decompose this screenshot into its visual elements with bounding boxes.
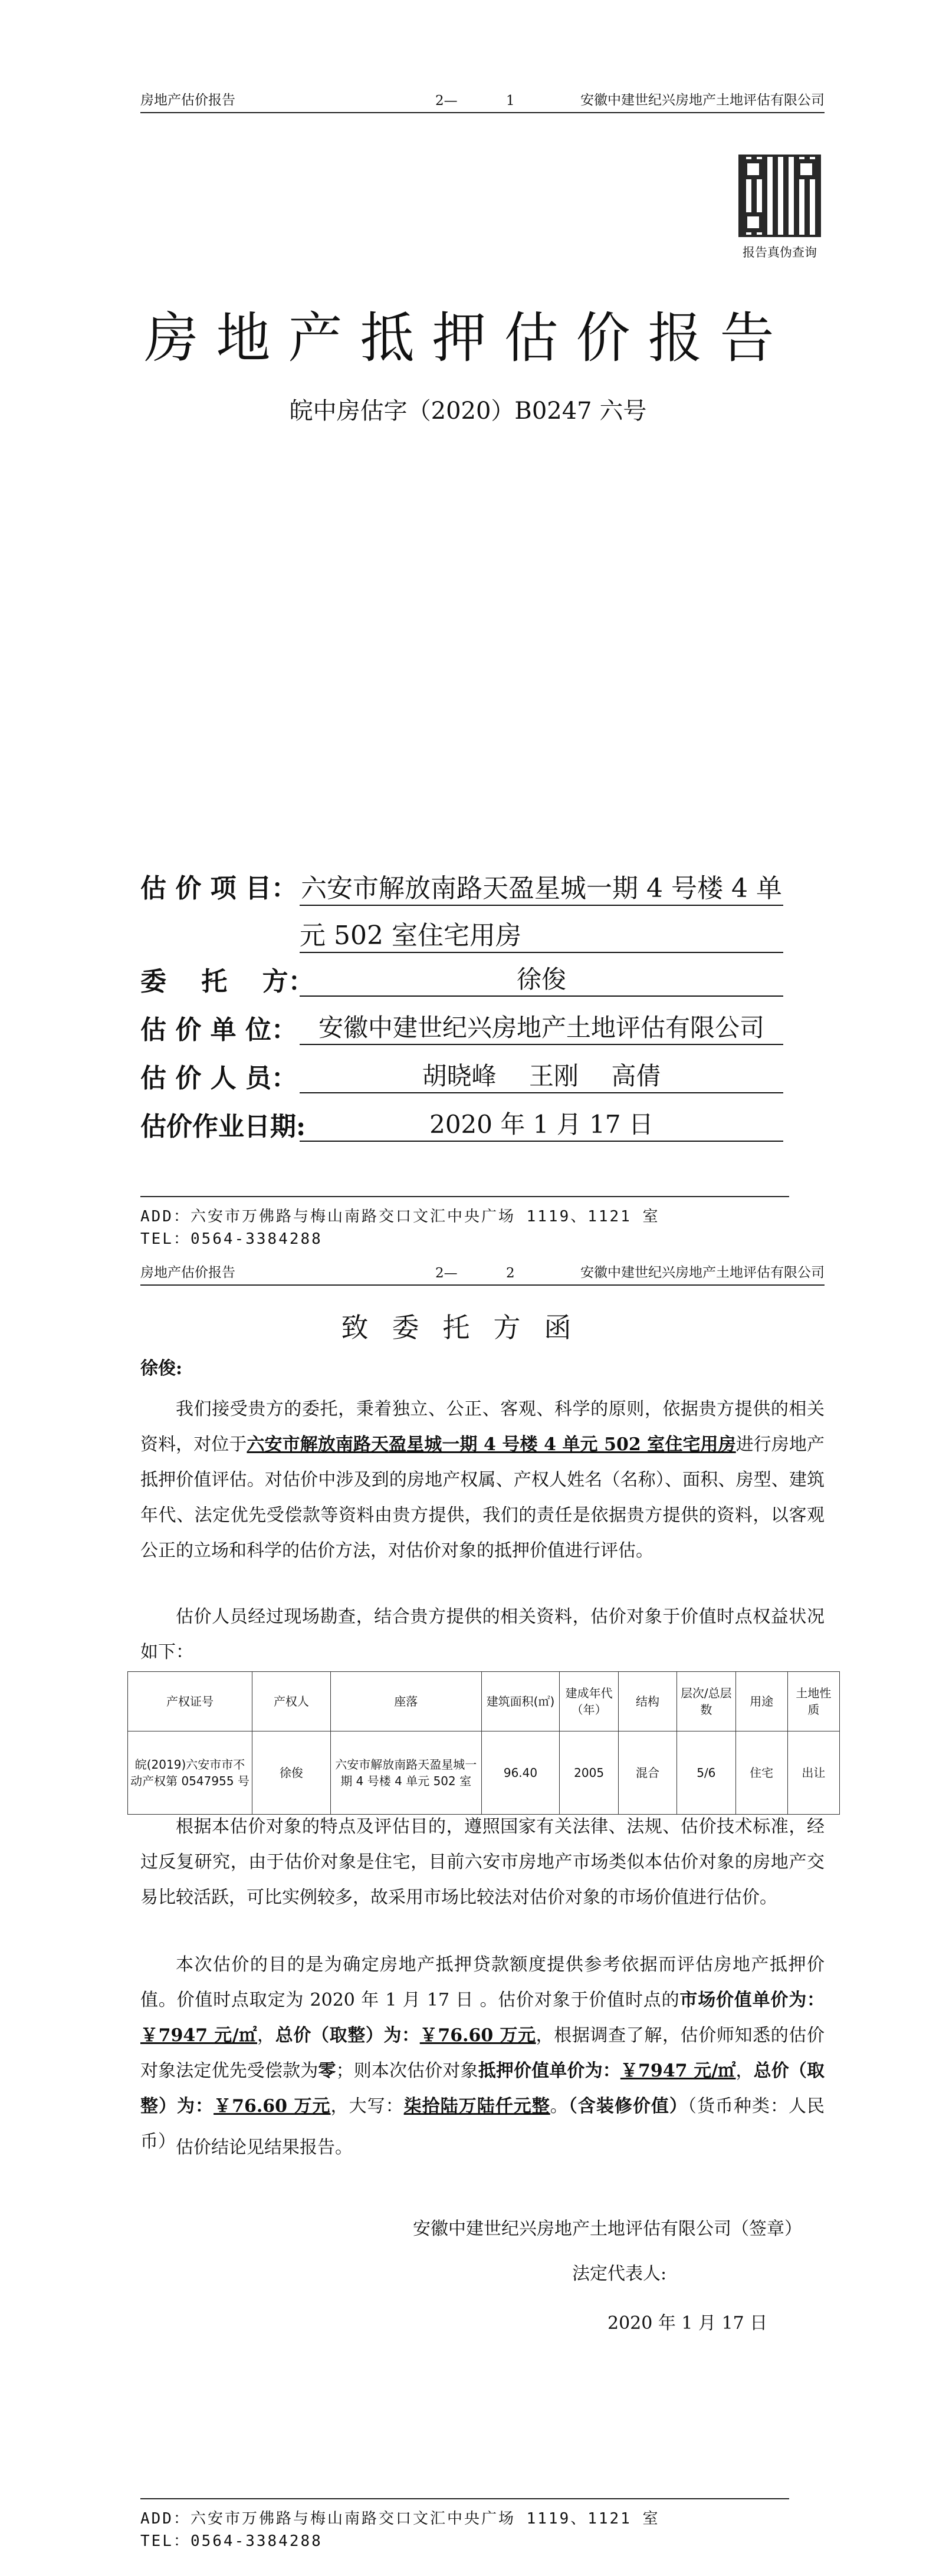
info-project-value-line1: 六安市解放南路天盈星城一期 4 号楼 4 单 <box>300 867 783 906</box>
signature-date: 2020 年 1 月 17 日 <box>607 2313 768 2334</box>
paragraph-intro <box>140 1392 825 1569</box>
cell-use: 住宅 <box>735 1731 787 1815</box>
mortgage-unit-price-label: 抵押价值单价为： <box>478 2061 620 2081</box>
info-work-date <box>140 1105 306 1143</box>
footer-address: ADD：六安市万佛路与梅山南路交口文汇中央广场 1119、1121 室 <box>140 1208 660 1225</box>
page-header <box>140 88 825 113</box>
intro-text-a: 我们接受贵方的委托，秉着独立、公正、客观、科学的原则，依据贵方提供的相关资料，对位于 <box>140 1399 825 1455</box>
property-address: 六安市解放南路天盈星城一期 4 号楼 4 单元 502 室住宅用房 <box>247 1434 736 1455</box>
valuation-sep-1: ， <box>257 2025 275 2046</box>
letter-title: 致委托方函 <box>341 1312 595 1343</box>
info-appraisers <box>140 1057 300 1095</box>
col-location: 座落 <box>330 1672 481 1731</box>
qr-code-icon[interactable] <box>738 155 821 237</box>
salutation: 徐俊: <box>140 1358 183 1379</box>
cell-year: 2005 <box>560 1731 618 1815</box>
market-unit-price: ￥7947 元/㎡ <box>140 2025 258 2046</box>
amount-in-words: 柒拾陆万陆仟元整 <box>403 2096 550 2117</box>
info-project-label: 估 价 项 目： <box>140 873 297 903</box>
header-page-number: 1 <box>506 93 515 109</box>
currency-note: （货币种类：人民币） <box>140 2096 825 2152</box>
cell-cert-no: 皖(2019)六安市市不动产权第 0547955 号 <box>128 1731 252 1815</box>
footer-tel: TEL：0564-3384288 <box>140 2532 323 2550</box>
intro-text-c: 进行房地产抵押价值评估。对估价中涉及到的房地产权属、产权人姓名（名称）、面积、房型、建筑年代、法定优先受偿款等资料由贵方提供，我们的责任是依据贵方提供的资料，以客观公正的立场和科学的估价方法，对估价对象的抵押价值进行评估。 <box>140 1434 825 1561</box>
col-structure: 结构 <box>618 1672 676 1731</box>
col-use: 用途 <box>735 1672 787 1731</box>
info-work-date-value: 2020 年 1 月 17 日 <box>300 1105 783 1142</box>
valuation-text-o: ，大写： <box>330 2096 404 2117</box>
header-page-number: 2 <box>506 1266 515 1281</box>
market-total-label: 总价（取整）为： <box>275 2025 420 2046</box>
mortgage-total-label: 总价（取整）为： <box>140 2061 825 2117</box>
report-cover-page <box>0 0 936 1274</box>
info-appraiser-unit-value: 安徽中建世纪兴房地产土地评估有限公司 <box>300 1008 783 1045</box>
info-project <box>140 867 300 905</box>
signature-company: 安徽中建世纪兴房地产土地评估有限公司（签章） <box>413 2219 802 2239</box>
cell-area: 96.40 <box>481 1731 560 1815</box>
market-unit-price-label: 市场价值单价为： <box>679 1990 825 2010</box>
document-number: 皖中房估字（2020）B0247 六号 <box>289 397 647 425</box>
col-cert-no: 产权证号 <box>128 1672 252 1731</box>
header-title: 房地产估价报告 <box>140 1265 235 1280</box>
info-project-value-line2: 元 502 室住宅用房 <box>300 914 783 953</box>
signature-legal-rep: 法定代表人: <box>572 2263 667 2284</box>
valuation-text-q: 。 <box>550 2096 569 2117</box>
col-floor: 层次/总层数 <box>677 1672 735 1731</box>
info-appraiser-unit-label: 估 价 单 位： <box>140 1015 297 1045</box>
cell-floor: 5/6 <box>677 1731 735 1815</box>
col-year: 建成年代（年） <box>560 1672 618 1731</box>
info-client-value: 徐俊 <box>300 960 783 997</box>
header-section: 2— <box>435 93 458 109</box>
footer-address: ADD：六安市万佛路与梅山南路交口文汇中央广场 1119、1121 室 <box>140 2510 660 2528</box>
header-section: 2— <box>435 1266 458 1281</box>
header-company: 安徽中建世纪兴房地产土地评估有限公司 <box>580 93 825 108</box>
footer-divider <box>140 1196 789 1197</box>
report-title: 房地产抵押估价报告 <box>144 307 792 370</box>
paragraph-method: 根据本估价对象的特点及评估目的，遵照国家有关法律、法规、估价技术标准，经过反复研究，由于估价对象是住宅，目前六安市房地产市场类似本估价对象的房地产交易比较活跃，可比实例较多，故采用市场比较法对估价对象的市场价值进行估价。 <box>140 1816 825 1908</box>
decoration-note: （含装修价值） <box>568 2096 688 2117</box>
qr-caption: 报告真伪查询 <box>743 245 817 259</box>
cell-structure: 混合 <box>618 1731 676 1815</box>
valuation-text-a: 本次估价的目的是为确定房地产抵押贷款额度提供参考依据而评估房地产抵押价值。价值时点取定为 2020 年 1 月 17 日 。估价对象于价值时点的 <box>140 1954 825 2010</box>
header-title: 房地产估价报告 <box>140 93 235 108</box>
priority-claims: 零 <box>318 2061 336 2081</box>
info-appraisers-value: 胡晓峰 王刚 高倩 <box>300 1057 783 1093</box>
mortgage-unit-price: ￥7947 元/㎡ <box>620 2061 736 2081</box>
property-table <box>127 1671 840 1815</box>
col-land-type: 土地性质 <box>787 1672 839 1731</box>
table-row <box>128 1731 840 1815</box>
info-client <box>140 960 314 998</box>
mortgage-total-price: ￥76.60 万元 <box>214 2096 331 2117</box>
valuation-text-g: ，根据调查了解，估价师知悉的估价对象法定优先受偿款为 <box>140 2025 825 2081</box>
page-header <box>140 1261 825 1286</box>
valuation-sep-2: ， <box>735 2061 754 2081</box>
paragraph-conclusion-values <box>140 1947 825 2160</box>
footer-divider <box>140 2498 789 2499</box>
market-total-price: ￥76.60 万元 <box>419 2025 536 2046</box>
info-work-date-label: 估价作业日期: <box>140 1112 306 1142</box>
paragraph-survey: 估价人员经过现场勘查，结合贵方提供的相关资料，估价对象于价值时点权益状况如下： <box>140 1606 825 1662</box>
cell-land-type: 出让 <box>787 1731 839 1815</box>
col-area: 建筑面积(㎡) <box>481 1672 560 1731</box>
footer-tel: TEL：0564-3384288 <box>140 1230 323 1248</box>
info-client-label: 委 托 方： <box>140 967 314 997</box>
info-appraisers-label: 估 价 人 员： <box>140 1063 297 1093</box>
header-company: 安徽中建世纪兴房地产土地评估有限公司 <box>580 1265 825 1280</box>
cell-owner: 徐俊 <box>252 1731 331 1815</box>
col-owner: 产权人 <box>252 1672 331 1731</box>
table-header-row <box>128 1672 840 1731</box>
valuation-text-i: ；则本次估价对象 <box>336 2061 478 2081</box>
paragraph-see-report: 估价结论见结果报告。 <box>176 2137 353 2158</box>
info-appraiser-unit <box>140 1008 300 1046</box>
cell-location: 六安市解放南路天盈星城一期 4 号楼 4 单元 502 室 <box>330 1731 481 1815</box>
